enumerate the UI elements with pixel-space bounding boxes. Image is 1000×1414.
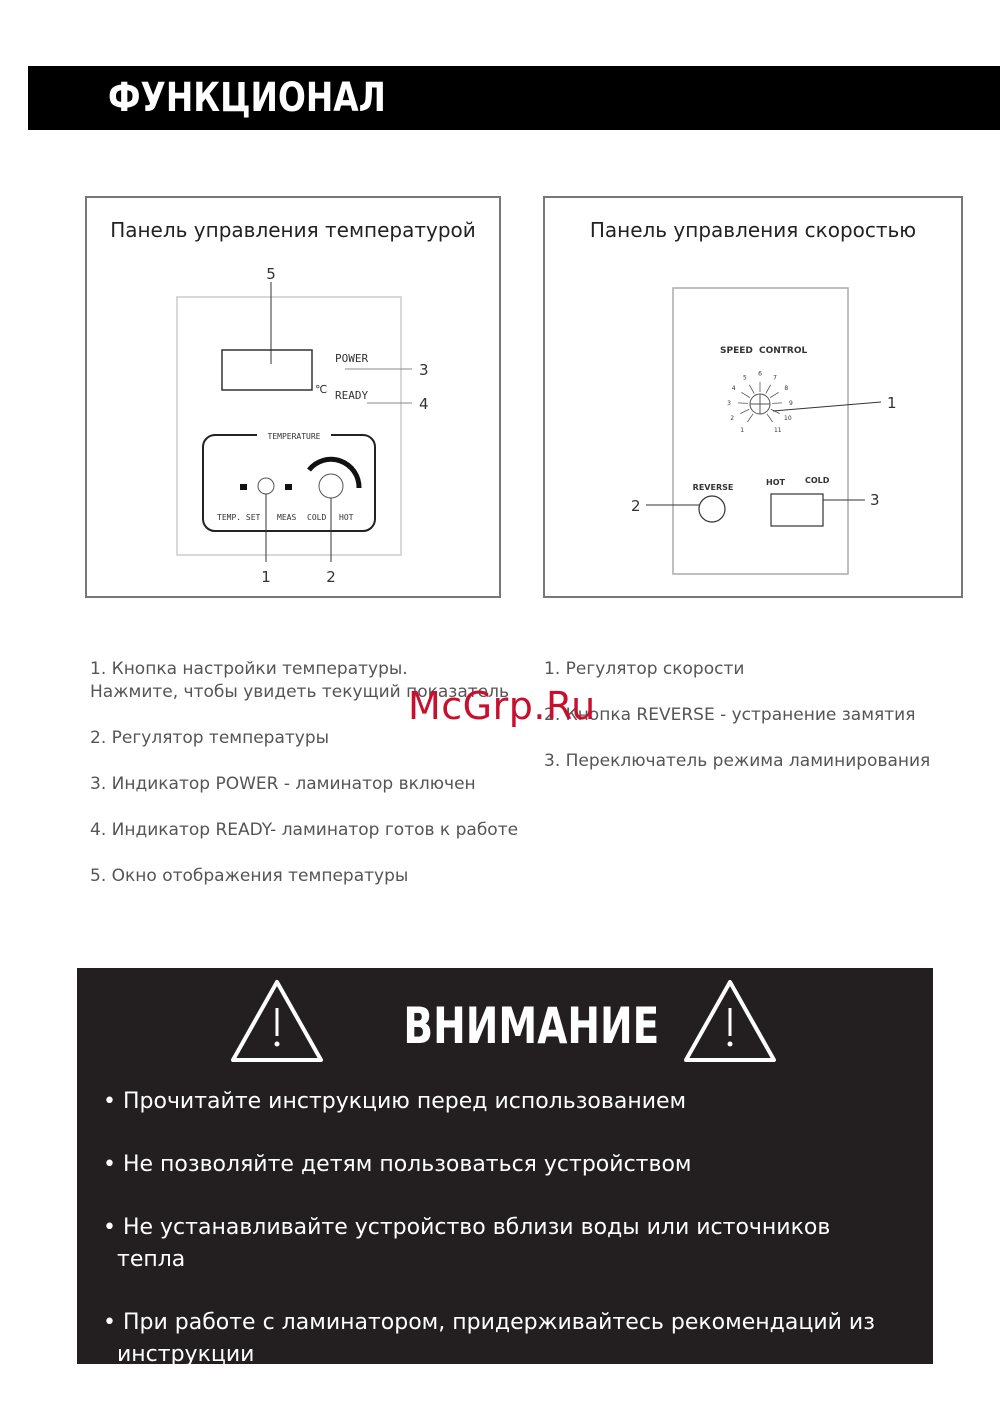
temp-set-label: TEMP. SET: [217, 513, 261, 522]
reverse-button[interactable]: [699, 496, 725, 522]
callout-1: 1: [887, 394, 897, 412]
hot-cold-switch[interactable]: [771, 494, 823, 526]
speed-dial-tick: [740, 409, 749, 413]
ready-label: READY: [335, 389, 369, 402]
temperature-display-window: [222, 350, 312, 390]
speed-dial-number: 5: [743, 374, 747, 382]
control-label: CONTROL: [759, 346, 808, 356]
hot-label: HOT: [766, 478, 785, 487]
speed-dial-tick: [747, 414, 753, 422]
speed-label: SPEED: [720, 346, 753, 356]
warning-item: • Не устанавливайте устройство вблизи воды или источников тепла: [103, 1215, 831, 1272]
speed-dial-number: 10: [784, 415, 792, 423]
speed-description-list: [544, 658, 964, 796]
temperature-panel-diagram: [87, 198, 503, 600]
speed-dial-number: 4: [731, 385, 736, 393]
warning-block: [77, 968, 933, 1367]
warning-item: • Не позволяйте детям пользоваться устройством: [103, 1152, 692, 1177]
speed-dial-number: 3: [727, 399, 731, 407]
callout-3: 3: [870, 491, 880, 509]
speed-dial-tick: [770, 392, 778, 397]
list-item: 3. Переключатель режима ламинирования: [544, 751, 931, 771]
list-item: 2. Регулятор температуры: [90, 728, 330, 748]
meas-label: MEAS: [277, 513, 297, 522]
page-title: ФУНКЦИОНАЛ: [108, 75, 386, 121]
temp-set-button[interactable]: [258, 478, 274, 494]
power-label: POWER: [335, 352, 369, 365]
speed-dial-tick: [738, 403, 748, 404]
temperature-knob[interactable]: [319, 474, 343, 498]
speed-dial-tick: [772, 403, 782, 404]
speed-dial-number: 8: [784, 385, 789, 393]
list-item: 3. Индикатор POWER - ламинатор включен: [90, 774, 476, 794]
celsius-label: ℃: [315, 383, 328, 396]
speed-panel-diagram: [545, 198, 965, 600]
indicator-led-left: [240, 484, 247, 490]
callout-1: 1: [261, 568, 271, 586]
temperature-panel-box: [85, 196, 501, 598]
speed-dial-number: 11: [773, 426, 782, 434]
indicator-led-right: [285, 484, 292, 490]
speed-dial-tick: [749, 385, 754, 394]
callout-5: 5: [266, 265, 276, 283]
warning-item: • При работе с ламинатором, придерживайтесь рекомендаций из инструкции: [103, 1310, 875, 1367]
warning-title: ВНИМАНИЕ: [403, 997, 660, 1055]
speed-dial-tick: [741, 392, 749, 397]
reverse-label: REVERSE: [692, 483, 734, 492]
callout-2: 2: [326, 568, 336, 586]
callout-2: 2: [631, 497, 641, 515]
list-item: Нажмите, чтобы увидеть текущий показатель: [90, 682, 509, 702]
speed-dial-number: 6: [758, 370, 762, 378]
warning-triangle-icon: [229, 978, 325, 1066]
warning-triangle-icon: [682, 978, 778, 1066]
cold-label: COLD: [805, 476, 830, 485]
list-item: 2. Кнопка REVERSE - устранение замятия: [544, 705, 916, 725]
speed-dial-number: 2: [730, 415, 735, 423]
speed-panel-box: [543, 196, 963, 598]
speed-panel-outline: [673, 288, 848, 574]
speed-dial-tick: [767, 414, 773, 422]
watermark: McGrp.Ru: [408, 684, 596, 728]
temperature-group-label: TEMPERATURE: [267, 432, 321, 441]
speed-dial-number: 1: [740, 426, 745, 434]
list-item: 1. Регулятор скорости: [544, 659, 745, 679]
callout-4: 4: [419, 395, 429, 413]
speed-dial-number: 9: [789, 399, 793, 407]
speed-dial-number: 7: [773, 374, 777, 382]
speed-dial-tick: [766, 385, 771, 394]
header-bar: [28, 66, 1000, 130]
list-item: 5. Окно отображения температуры: [90, 866, 409, 886]
callout-3: 3: [419, 361, 429, 379]
speed-dial-tick: [771, 409, 780, 413]
speed-panel-title: Панель управления скоростью: [589, 218, 917, 242]
hot-label: HOT: [339, 513, 354, 522]
warning-item: • Прочитайте инструкцию перед использованием: [103, 1089, 687, 1114]
list-item: 4. Индикатор READY- ламинатор готов к работе: [90, 820, 519, 840]
temperature-panel-title: Панель управления температурой: [110, 218, 476, 242]
cold-label: COLD: [307, 513, 327, 522]
list-item: 1. Кнопка настройки температуры.: [90, 659, 408, 679]
warning-list: [103, 1086, 903, 1402]
speed-dial[interactable]: [727, 371, 793, 434]
